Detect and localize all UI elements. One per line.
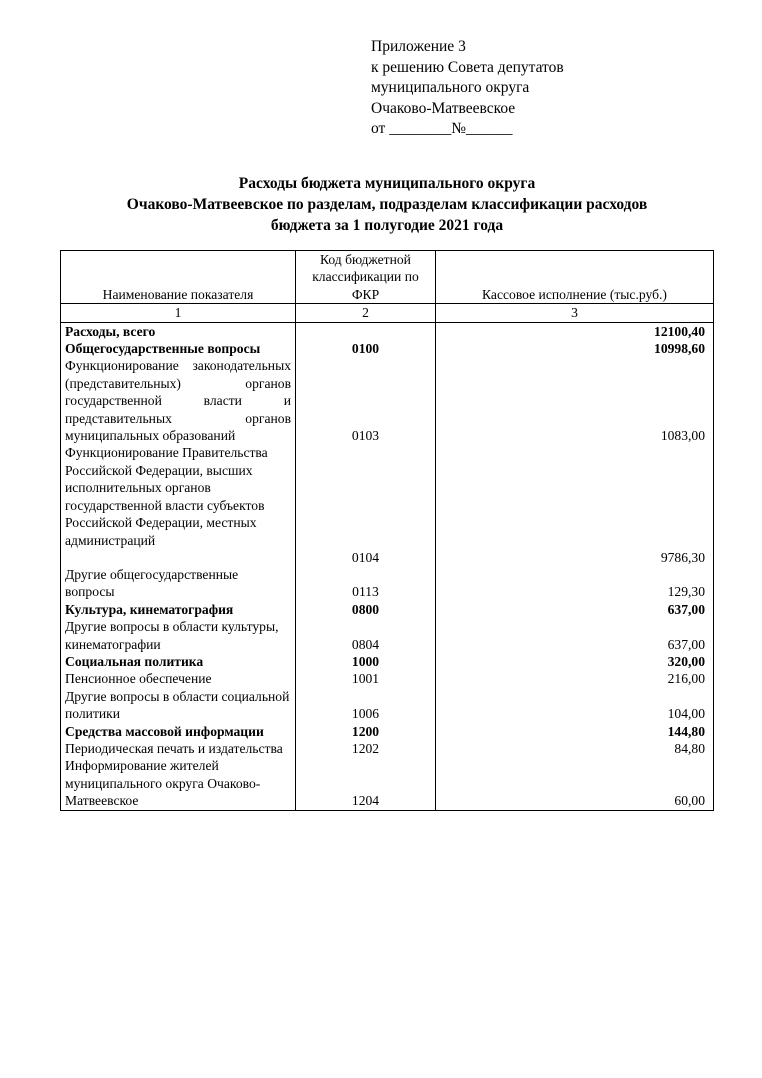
row-name xyxy=(61,444,296,565)
row-code: 0100 xyxy=(296,340,436,357)
row-code: 1000 xyxy=(296,653,436,670)
table-row xyxy=(61,653,714,670)
row-amount: 320,00 xyxy=(436,653,714,670)
row-amount: 10998,60 xyxy=(436,340,714,357)
table-row xyxy=(61,444,714,565)
row-amount: 637,00 xyxy=(436,618,714,653)
table-row xyxy=(61,357,714,444)
row-code: 1204 xyxy=(296,757,436,810)
row-name: Общегосударственные вопросы xyxy=(61,340,296,357)
table-header-row xyxy=(61,251,714,304)
row-name: Информирование жителей муниципального округа Очаково-Матвеевское xyxy=(61,757,296,810)
table-row xyxy=(61,618,714,653)
appendix-line: Очаково-Матвеевское xyxy=(371,99,516,117)
row-name: Другие вопросы в области культуры, кинематографии xyxy=(61,618,296,653)
appendix-line: к решению Совета депутатов xyxy=(371,58,564,76)
table-row xyxy=(61,670,714,687)
table-row xyxy=(61,757,714,810)
row-amount: 60,00 xyxy=(436,757,714,810)
header-name: Наименование показателя xyxy=(61,251,296,304)
table-row xyxy=(61,601,714,618)
row-code: 1001 xyxy=(296,670,436,687)
row-code xyxy=(296,322,436,340)
column-number: 1 xyxy=(61,304,296,322)
row-name: Другие вопросы в области социальной политики xyxy=(61,688,296,723)
row-name: Пенсионное обеспечение xyxy=(61,670,296,687)
header-code-line: ФКР xyxy=(351,286,380,302)
header-code-line: классификации по xyxy=(312,269,419,285)
row-amount: 144,80 xyxy=(436,723,714,740)
row-name: Средства массовой информации xyxy=(61,723,296,740)
row-name: Расходы, всего xyxy=(61,322,296,340)
header-code xyxy=(296,251,436,304)
row-name: Функционирование законодательных (представительных) органов государственной власти и представительных органов муниципальных образований xyxy=(61,357,296,444)
title-line: Расходы бюджета муниципального округа xyxy=(238,175,536,192)
expenses-table xyxy=(60,250,714,811)
row-name: Культура, кинематография xyxy=(61,601,296,618)
row-name-text: Функционирование Правительства Российской Федерации, высших исполнительных органов государственной власти субъектов Российской Федерации, местных администраций xyxy=(65,445,268,548)
row-code: 1006 xyxy=(296,688,436,723)
row-code: 0804 xyxy=(296,618,436,653)
row-code: 0113 xyxy=(296,566,436,601)
column-number: 2 xyxy=(296,304,436,322)
table-row xyxy=(61,723,714,740)
appendix-line: Приложение 3 xyxy=(371,38,466,55)
row-amount: 216,00 xyxy=(436,670,714,687)
column-number: 3 xyxy=(436,304,714,322)
document-title xyxy=(60,173,714,236)
row-amount: 84,80 xyxy=(436,740,714,757)
appendix-line: муниципального округа xyxy=(371,79,530,96)
row-amount: 129,30 xyxy=(436,566,714,601)
row-amount: 637,00 xyxy=(436,601,714,618)
table-row xyxy=(61,740,714,757)
row-amount: 1083,00 xyxy=(436,357,714,444)
row-code: 0103 xyxy=(296,357,436,444)
row-amount: 9786,30 xyxy=(436,444,714,565)
title-line: бюджета за 1 полугодие 2021 года xyxy=(270,217,504,234)
table-row xyxy=(61,688,714,723)
header-code-line: Код бюджетной xyxy=(320,252,411,267)
row-name: Социальная политика xyxy=(61,653,296,670)
row-code: 1202 xyxy=(296,740,436,757)
appendix-block xyxy=(371,37,564,140)
row-name: Другие общегосударственные вопросы xyxy=(61,566,296,601)
header-amount: Кассовое исполнение (тыс.руб.) xyxy=(436,251,714,304)
row-amount: 104,00 xyxy=(436,688,714,723)
table-row xyxy=(61,322,714,340)
row-name: Периодическая печать и издательства xyxy=(61,740,296,757)
row-amount: 12100,40 xyxy=(436,322,714,340)
title-line: Очаково-Матвеевское по разделам, подразделам классификации расходов xyxy=(126,196,648,213)
row-code: 1200 xyxy=(296,723,436,740)
table-row xyxy=(61,566,714,601)
table-row xyxy=(61,340,714,357)
appendix-line: от ________№______ xyxy=(371,120,513,137)
row-code: 0800 xyxy=(296,601,436,618)
row-code: 0104 xyxy=(296,444,436,565)
column-number-row xyxy=(61,304,714,322)
